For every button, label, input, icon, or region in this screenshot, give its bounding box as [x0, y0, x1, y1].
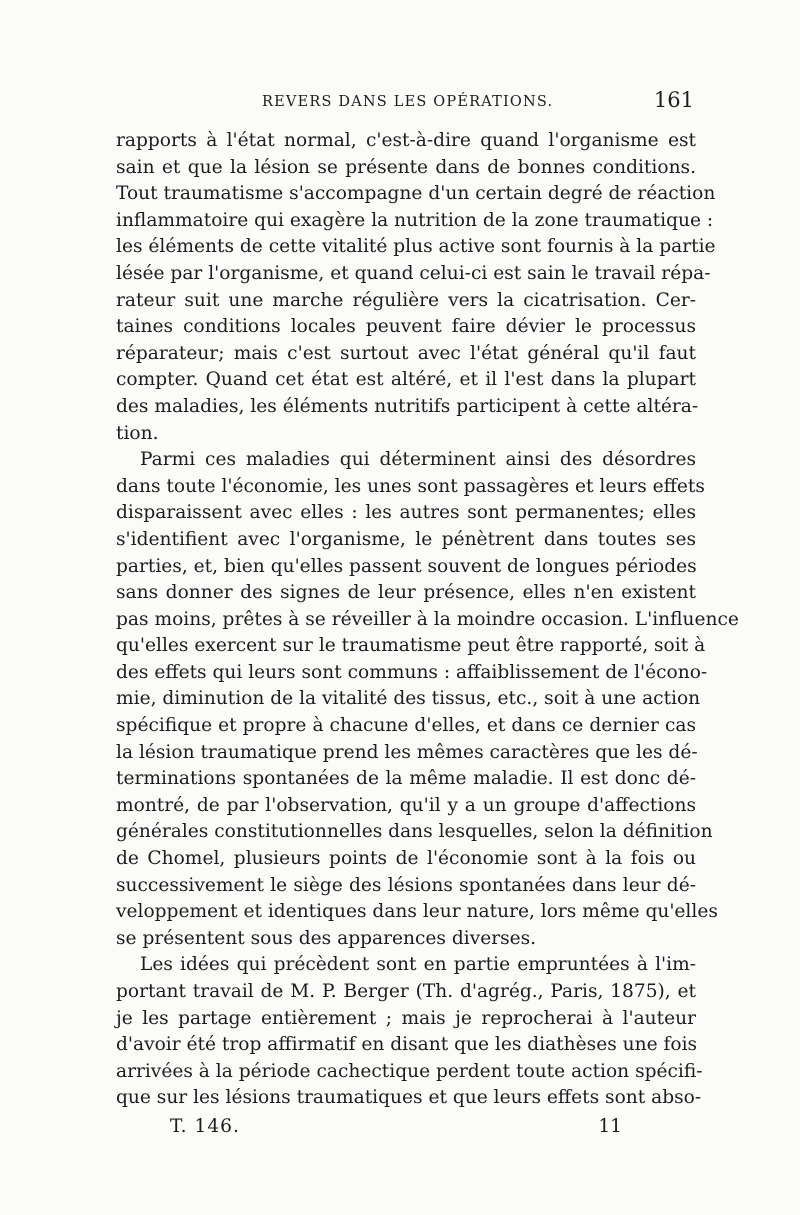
text-line: se présentent sous des apparences diverses. — [116, 927, 537, 949]
paragraph-start-line: Parmi ces maladies qui déterminent ainsi des désordres — [140, 449, 696, 471]
text-line: disparaissent avec elles : les autres sont permanentes; elles — [116, 502, 696, 524]
paragraph-start-line: Les idées qui précèdent sont en partie empruntées à l'im- — [140, 954, 696, 976]
text-line: terminations spontanées de la même maladie. Il est donc dé- — [116, 768, 696, 790]
text-line: rateur suit une marche régulière vers la cicatrisation. Cer- — [116, 289, 696, 311]
text-line: réparateur; mais c'est surtout avec l'état général qu'il faut — [116, 342, 696, 364]
text-line: des maladies, les éléments nutritifs participent à cette altéra- — [116, 395, 699, 417]
text-line: la lésion traumatique prend les mêmes caractères que les dé- — [116, 741, 698, 763]
text-line: dans toute l'économie, les unes sont passagères et leurs effets — [116, 475, 705, 497]
text-line: successivement le siège des lésions spontanées dans leur dé- — [116, 874, 696, 896]
running-head — [116, 88, 696, 122]
sheet-number: 11 — [598, 1115, 622, 1137]
text-line: générales constitutionnelles dans lesquelles, selon la définition — [116, 821, 713, 843]
text-line: parties, et, bien qu'elles passent souvent de longues périodes — [116, 555, 697, 577]
text-line: inflammatoire qui exagère la nutrition de la zone traumatique : — [116, 209, 714, 231]
text-line: montré, de par l'observation, qu'il y a un groupe d'affections — [116, 794, 696, 816]
text-line: portant travail de M. P. Berger (Th. d'agrég., Paris, 1875), et — [116, 981, 696, 1002]
book-page — [116, 88, 739, 1146]
text-line: d'avoir été trop affirmatif en disant que les diathèses une fois — [116, 1034, 698, 1056]
text-line: rapports à l'état normal, c'est-à-dire quand l'organisme est — [116, 130, 696, 151]
text-line: taines conditions locales peuvent faire dévier le processus — [116, 316, 696, 338]
text-line: qu'elles exercent sur le traumatisme peut être rapporté, soit à — [116, 635, 706, 657]
text-line: lésée par l'organisme, et quand celui-ci est sain le travail répa- — [116, 262, 711, 284]
text-line: je les partage entièrement ; mais je reprocherai à l'auteur — [116, 1007, 696, 1029]
text-line: s'identifient avec l'organisme, le pénètrent dans toutes ses — [116, 528, 696, 550]
text-line: Tout traumatisme s'accompagne d'un certain degré de réaction — [116, 183, 716, 205]
text-line: mie, diminution de la vitalité des tissus, etc., soit à une action — [116, 688, 701, 710]
text-line: de Chomel, plusieurs points de l'économie sont à la fois ou — [116, 848, 696, 870]
body-text — [116, 128, 739, 1112]
text-line: des effets qui leurs sont communs : affaiblissement de l'écono- — [116, 661, 708, 683]
page-footer — [116, 1116, 696, 1146]
text-line: que sur les lésions traumatiques et que leurs effets sont abso- — [116, 1087, 702, 1109]
page-number: 161 — [653, 88, 694, 112]
text-line: arrivées à la période cachectique perdent toute action spécifi- — [116, 1060, 703, 1082]
text-line: tion. — [116, 422, 159, 444]
running-title: REVERS DANS LES OPÉRATIONS. — [262, 94, 554, 110]
text-line: sans donner des signes de leur présence, elles n'en existent — [116, 582, 696, 604]
text-line: veloppement et identiques dans leur nature, lors même qu'elles — [116, 901, 718, 923]
signature-mark: T. 146. — [170, 1115, 240, 1137]
text-line: les éléments de cette vitalité plus active sont fournis à la partie — [116, 236, 716, 258]
text-line: compter. Quand cet état est altéré, et il l'est dans la plupart — [116, 369, 696, 391]
text-line: pas moins, prêtes à se réveiller à la moindre occasion. L'influence — [116, 608, 739, 630]
text-line: spécifique et propre à chacune d'elles, et dans ce dernier cas — [116, 715, 696, 737]
text-line: sain et que la lésion se présente dans de bonnes conditions. — [116, 156, 696, 178]
